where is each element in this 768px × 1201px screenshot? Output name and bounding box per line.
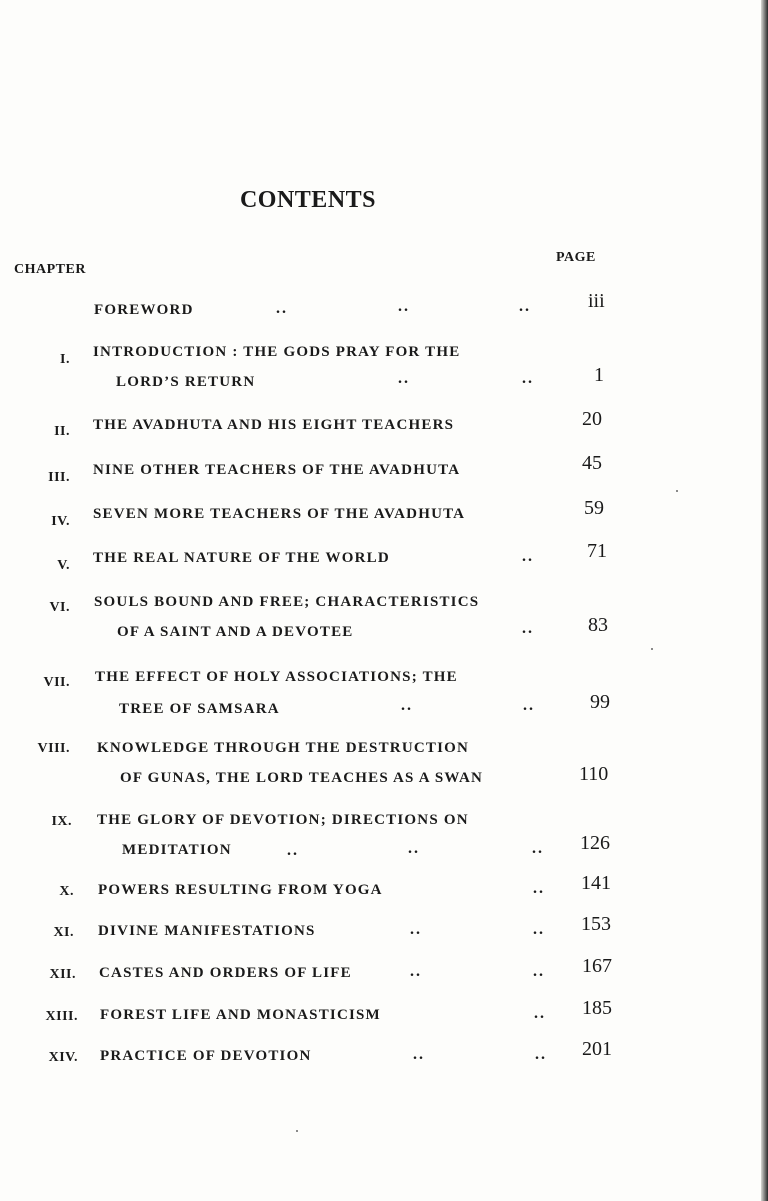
entry-title: FOREWORD <box>94 302 194 318</box>
entry-title: THE REAL NATURE OF THE WORLD <box>93 550 390 566</box>
page-number: 141 <box>581 872 611 894</box>
entry-title: PRACTICE OF DEVOTION <box>100 1048 312 1064</box>
chapter-number: X. <box>59 884 74 899</box>
leader-dots: .. <box>522 370 534 387</box>
entry-title: SOULS BOUND AND FREE; CHARACTERISTICS <box>94 594 480 610</box>
page-number: 83 <box>588 614 608 636</box>
leader-dots: .. <box>519 298 531 315</box>
page-number: 110 <box>579 763 609 785</box>
page-number: 1 <box>594 364 604 386</box>
page-number: 167 <box>582 955 612 977</box>
page-number: 153 <box>581 913 611 935</box>
chapter-column-header: CHAPTER <box>14 262 86 277</box>
leader-dots: .. <box>410 963 422 980</box>
entry-title-continued: OF GUNAS, THE LORD TEACHES AS A SWAN <box>120 770 484 786</box>
entry-title: SEVEN MORE TEACHERS OF THE AVADHUTA <box>93 506 466 522</box>
page-column-header: PAGE <box>556 250 596 265</box>
entry-title: POWERS RESULTING FROM YOGA <box>98 882 383 898</box>
chapter-number: II. <box>54 424 70 439</box>
entry-title: KNOWLEDGE THROUGH THE DESTRUCTION <box>97 740 470 756</box>
page-number: 99 <box>590 691 610 713</box>
entry-title: DIVINE MANIFESTATIONS <box>98 923 316 939</box>
entry-title: THE GLORY OF DEVOTION; DIRECTIONS ON <box>97 812 469 828</box>
entry-title-continued: TREE OF SAMSARA <box>119 701 280 717</box>
page-number: 71 <box>587 540 607 562</box>
leader-dots: .. <box>533 921 545 938</box>
entry-title-continued: LORD’S RETURN <box>116 374 256 390</box>
leader-dots: .. <box>401 697 413 714</box>
entry-title: NINE OTHER TEACHERS OF THE AVADHUTA <box>93 462 461 478</box>
leader-dots: .. <box>533 963 545 980</box>
scan-speck <box>651 648 653 650</box>
page-number: 45 <box>582 452 602 474</box>
leader-dots: .. <box>276 300 288 317</box>
page-number: iii <box>588 290 605 312</box>
chapter-number: IV. <box>51 514 70 529</box>
leader-dots: .. <box>413 1046 425 1063</box>
scan-speck <box>676 490 678 492</box>
page-number: 59 <box>584 497 604 519</box>
leader-dots: .. <box>522 548 534 565</box>
leader-dots: .. <box>534 1005 546 1022</box>
leader-dots: .. <box>408 840 420 857</box>
chapter-number: III. <box>48 470 70 485</box>
leader-dots: .. <box>287 842 299 859</box>
leader-dots: .. <box>410 921 422 938</box>
entry-title: INTRODUCTION : THE GODS PRAY FOR THE <box>93 344 461 360</box>
leader-dots: .. <box>398 298 410 315</box>
entry-title: CASTES AND ORDERS OF LIFE <box>99 965 352 981</box>
page-edge-shadow <box>761 0 768 1201</box>
chapter-number: VI. <box>49 600 70 615</box>
page-number: 185 <box>582 997 612 1019</box>
page-number: 201 <box>582 1038 612 1060</box>
entry-title: FOREST LIFE AND MONASTICISM <box>100 1007 381 1023</box>
page-title: CONTENTS <box>239 187 377 213</box>
leader-dots: .. <box>533 880 545 897</box>
chapter-number: XII. <box>49 967 76 982</box>
leader-dots: .. <box>523 697 535 714</box>
leader-dots: .. <box>532 840 544 857</box>
chapter-number: VIII. <box>37 741 70 756</box>
entry-title: THE AVADHUTA AND HIS EIGHT TEACHERS <box>93 417 455 433</box>
chapter-number: I. <box>60 352 70 367</box>
entry-title: THE EFFECT OF HOLY ASSOCIATIONS; THE <box>95 669 458 685</box>
page-number: 126 <box>580 832 610 854</box>
chapter-number: XIV. <box>48 1050 78 1065</box>
entry-title-continued: OF A SAINT AND A DEVOTEE <box>117 624 354 640</box>
leader-dots: .. <box>398 370 410 387</box>
entry-title-continued: MEDITATION <box>122 842 232 858</box>
chapter-number: XI. <box>53 925 74 940</box>
chapter-number: XIII. <box>45 1009 78 1024</box>
page-number: 20 <box>582 408 602 430</box>
leader-dots: .. <box>535 1046 547 1063</box>
chapter-number: V. <box>57 558 70 573</box>
chapter-number: IX. <box>51 814 72 829</box>
leader-dots: .. <box>522 620 534 637</box>
chapter-number: VII. <box>43 675 70 690</box>
scan-speck <box>296 1130 298 1132</box>
